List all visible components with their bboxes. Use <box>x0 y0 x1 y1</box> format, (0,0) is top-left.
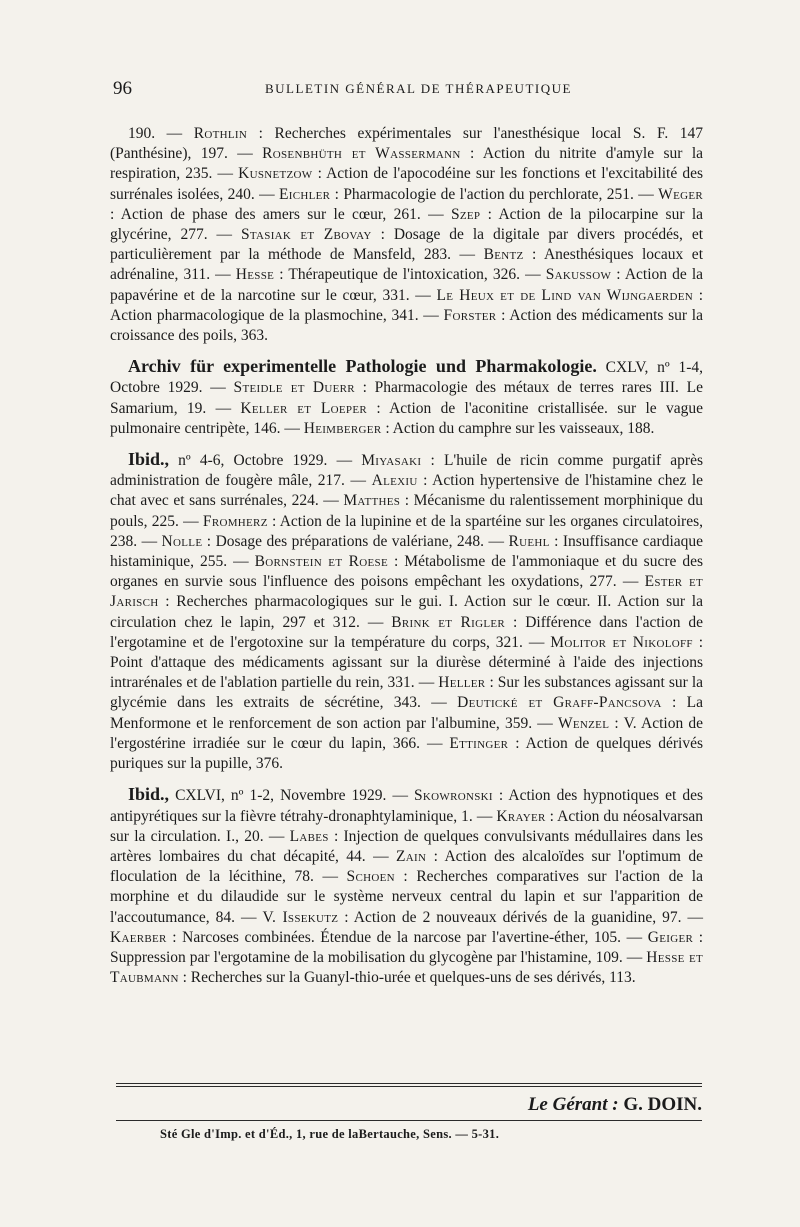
article-title: : Action des hypnotiques et des antipyrétiques sur la fièvre tétrahy-dronaphtylaminique, 1. <box>110 787 703 825</box>
article-authors: Forster <box>443 306 497 324</box>
entry-separator: — <box>409 286 437 304</box>
article-authors: Nolle <box>161 532 203 550</box>
article-authors: Steidle et Duerr <box>233 379 355 397</box>
article-title: : Mécanisme du ralentissement morphinique du pouls, 225. <box>110 492 704 530</box>
entry-separator: — <box>365 847 396 865</box>
article-title: : La Menformone et le renforcement de son action par l'albumine, 359. <box>110 694 704 732</box>
footer-rule <box>116 1083 702 1084</box>
article-authors: Bentz <box>483 246 524 264</box>
entry-separator: — <box>212 165 239 183</box>
article-authors: Wenzel <box>557 714 610 732</box>
journal-title: Ibid., <box>128 784 170 805</box>
article-authors: Ruehl <box>508 532 550 550</box>
article-authors: Brink et Rigler <box>391 613 506 631</box>
entry-separator: — <box>520 266 546 284</box>
article-authors: Geiger <box>647 928 694 946</box>
entry-separator: — <box>522 633 551 651</box>
article-authors: Weger <box>658 185 703 203</box>
entry-separator: — <box>137 532 162 550</box>
entry-separator: — <box>484 532 509 550</box>
article-authors: Hesse et Taubmann <box>110 948 703 987</box>
article-authors: Ettinger <box>449 734 509 752</box>
entry-separator: — <box>532 714 558 732</box>
article-authors: Skowronski <box>414 787 493 805</box>
article-title: : Action de 2 nouveaux dérivés de la guanidine, 97. <box>338 908 682 926</box>
article-authors: Schoen <box>346 868 395 886</box>
article-title: : Action de l'apocodéine sur les fonctions et l'excitabilité des surrénales isolées, 240. <box>110 165 703 203</box>
article-authors: Molitor et Nikoloff <box>550 633 693 651</box>
article-title: : Action de l'aconitine cristallisée. sur le vague pulmonaire centripète, 146. <box>110 399 704 437</box>
entry-separator: — <box>616 573 645 591</box>
gerant-line <box>430 1094 702 1116</box>
article-authors: Eichler <box>278 185 331 203</box>
article-title: : Action des médicaments sur la croissance des poils, 363. <box>110 306 703 345</box>
article-title: : Pharmacologie de l'action du perchlorate, 251. <box>330 185 634 203</box>
article-title: : Recherches pharmacologiques sur le gui. I. Action sur le cœur. II. Action sur la circulation chez le lapin, 297 et 312. <box>110 593 703 631</box>
article-title: : Action de la lupinine et de la spartéine sur les organes circulatoires, 238. <box>110 512 703 550</box>
journal-title: Archiv für experimentelle Pathologie und Pharmakologie. <box>128 356 597 377</box>
article-title: : Suppression par l'ergotamine de la mobilisation du glycogène par l'histamine, 109. <box>110 928 703 966</box>
entry-separator: — <box>472 807 497 825</box>
article-authors: Rothlin <box>193 125 248 142</box>
article-authors: Deutické et Graff-Pancsova <box>457 694 662 712</box>
article-authors: Bornstein et Roese <box>254 553 388 571</box>
entry-separator: — <box>206 399 241 417</box>
page-number: 96 <box>113 78 132 99</box>
entry-separator: — <box>254 185 279 203</box>
entry-separator: — <box>451 246 484 264</box>
article-title: : Différence dans l'action de l'ergotamine et de l'ergotoxine sur la température du corps, 321. <box>110 613 704 651</box>
bibliography-paragraph <box>110 356 703 439</box>
entry-separator: — <box>420 205 451 223</box>
article-authors: Zain <box>396 847 427 865</box>
entry-separator: — <box>327 452 362 470</box>
entry-separator: — <box>207 226 241 244</box>
entry-separator: — <box>414 674 439 692</box>
article-title: : Narcoses combinées. Étendue de la narcose par l'avertine-éther, 105. <box>166 928 622 946</box>
gerant-label: Le Gérant : <box>527 1094 619 1115</box>
article-title: : V. Action de l'ergostérine irradiée sur le cœur du lapin, 366. <box>110 714 704 752</box>
article-title: : Action hypertensive de l'histamine chez le chat avec et sans surrénales, 224. <box>110 472 704 510</box>
entry-separator: — <box>359 613 392 631</box>
article-authors: Heller <box>438 674 486 692</box>
article-authors: Kaerber <box>110 928 167 946</box>
article-authors: Fromherz <box>202 512 268 530</box>
article-entry <box>137 533 484 550</box>
entry-separator: — <box>235 908 263 926</box>
journal-title: Ibid., <box>128 449 170 470</box>
article-title: : Insuffisance cardiaque histaminique, 255. <box>110 532 704 571</box>
article-title: 190. <box>128 125 156 142</box>
article-title: : Dosage de la digitale par divers procédés, et particulièrement par la méthode de Mansfeld, 283. <box>110 226 704 264</box>
bibliography-body <box>110 124 703 998</box>
gerant-name: G. DOIN. <box>623 1094 702 1115</box>
article-title: : Recherches expérimentales sur l'anesthésique local S. F. 147 (Panthésine), 197. <box>110 125 703 163</box>
article-title: : Action de la papavérine et de la narcotine sur le cœur, 331. <box>110 266 704 304</box>
printer-rule <box>116 1120 702 1121</box>
entry-separator: — <box>178 512 203 530</box>
entry-separator: — <box>210 266 236 284</box>
article-authors: Sakussow <box>545 266 612 284</box>
entry-separator: — <box>420 734 450 752</box>
article-authors: Alexiu <box>371 472 418 490</box>
entry-separator: — <box>202 379 234 397</box>
issue-info: CXLVI, nº 1-2, Novembre 1929. <box>169 787 387 805</box>
entry-separator: — <box>386 787 414 805</box>
article-authors: Heimberger <box>303 419 382 437</box>
entry-separator: — <box>313 868 347 886</box>
bibliography-paragraph <box>110 449 703 774</box>
article-title: : Thérapeutique de l'intoxication, 326. <box>274 266 521 284</box>
article-title: : Métabolisme de l'ammoniaque et du sucre des organes en survie sous l'influence des poisons empêchant les oxydations, 277. <box>110 553 704 591</box>
article-title: : Recherches comparatives sur l'action de la morphine et du dilaudide sur le système nerveux central du lapin et sur l'apparition de l'accoutumance, 84. <box>110 868 703 926</box>
article-title: : Recherches sur la Guanyl-thio-urée et quelques-uns de ses dérivés, 113. <box>178 969 636 987</box>
article-title: : Sur les substances agissant sur la glycémie dans les extraits de sécrétine, 343. <box>110 674 704 712</box>
footer-rule <box>116 1086 702 1087</box>
article-entry <box>235 909 682 926</box>
issue-info: CXLV, nº 1-4, Octobre 1929. <box>110 359 704 397</box>
entry-separator: — <box>420 694 458 712</box>
bibliography-paragraph <box>110 784 703 988</box>
article-authors: Rosenbhüth et Wassermann <box>262 145 461 163</box>
entry-separator: — <box>155 125 194 142</box>
article-title: : Pharmacologie des métaux de terres rares III. Le Samarium, 19. <box>110 379 704 417</box>
entry-separator: — <box>681 908 703 926</box>
entry-separator: — <box>263 827 290 845</box>
entry-separator: — <box>344 472 372 490</box>
article-authors: Keller et Loeper <box>240 399 368 417</box>
article-title: : Action pharmacologique de la plasmochine, 341. <box>110 286 703 324</box>
article-title: : Action du camphre sur les vaisseaux, 188. <box>381 419 655 437</box>
printer-imprint: Sté Gle d'Imp. et d'Éd., 1, rue de laBertauche, Sens. — 5-31. <box>160 1127 500 1141</box>
article-title: : Action de phase des amers sur le cœur, 261. <box>110 205 421 223</box>
article-entry <box>210 266 520 283</box>
article-title: : Action des alcaloïdes sur l'optimum de floculation de la lécithine, 78. <box>110 847 704 886</box>
running-title: BULLETIN GÉNÉRAL DE THÉRAPEUTIQUE <box>265 81 572 96</box>
issue-info: nº 4-6, Octobre 1929. <box>169 452 328 470</box>
article-authors: Szep <box>450 205 481 223</box>
article-authors: Kusnetzow <box>238 165 313 183</box>
article-authors: Ester et Jarisch <box>110 573 704 611</box>
entry-separator: — <box>318 492 344 510</box>
entry-separator: — <box>280 419 304 437</box>
entry-separator: — <box>227 145 263 163</box>
page-header <box>113 78 703 100</box>
article-authors: Matthes <box>343 492 401 510</box>
article-authors: Hesse <box>235 266 275 284</box>
article-title: : Action du néosalvarsan sur la circulation. I., 20. <box>110 807 703 845</box>
article-title: : Action de quelques dérivés puriques sur la pupille, 376. <box>110 734 704 773</box>
article-title: : Anesthésiques locaux et adrénaline, 311. <box>110 246 703 284</box>
article-title: : Dosage des préparations de valériane, 248. <box>202 532 485 550</box>
entry-separator: — <box>227 553 255 571</box>
entry-separator: — <box>622 948 647 966</box>
bibliography-paragraph <box>110 124 703 346</box>
article-title: : L'huile de ricin comme purgatif après administration de fougère mâle, 217. <box>110 452 703 490</box>
entry-separator: — <box>633 185 659 203</box>
article-entry <box>128 125 155 142</box>
article-title: : Point d'attaque des médicaments agissant sur la diurèse déterminé à l'aide des injections intrarénales et de l'ablation partielle du rein, 331. <box>110 633 704 692</box>
article-authors: V. Issekutz <box>262 908 339 926</box>
article-title: : Injection de quelques convulsivants médullaires dans les artères lombaires du chat décapité, 44. <box>110 827 704 865</box>
article-authors: Krayer <box>496 807 546 825</box>
article-authors: Labes <box>289 827 329 845</box>
article-title: : Action de la pilocarpine sur la glycérine, 277. <box>110 205 704 244</box>
article-authors: Stasiak et Zbovay <box>241 226 372 244</box>
article-entry <box>280 420 654 437</box>
article-title: : Action du nitrite d'amyle sur la respiration, 235. <box>110 145 704 183</box>
article-entry <box>255 186 634 203</box>
entry-separator: — <box>418 306 444 324</box>
entry-separator: — <box>621 928 648 946</box>
article-authors: Miyasaki <box>361 452 422 470</box>
article-authors: Le Heux et de Lind van Wijngaerden <box>436 286 694 304</box>
